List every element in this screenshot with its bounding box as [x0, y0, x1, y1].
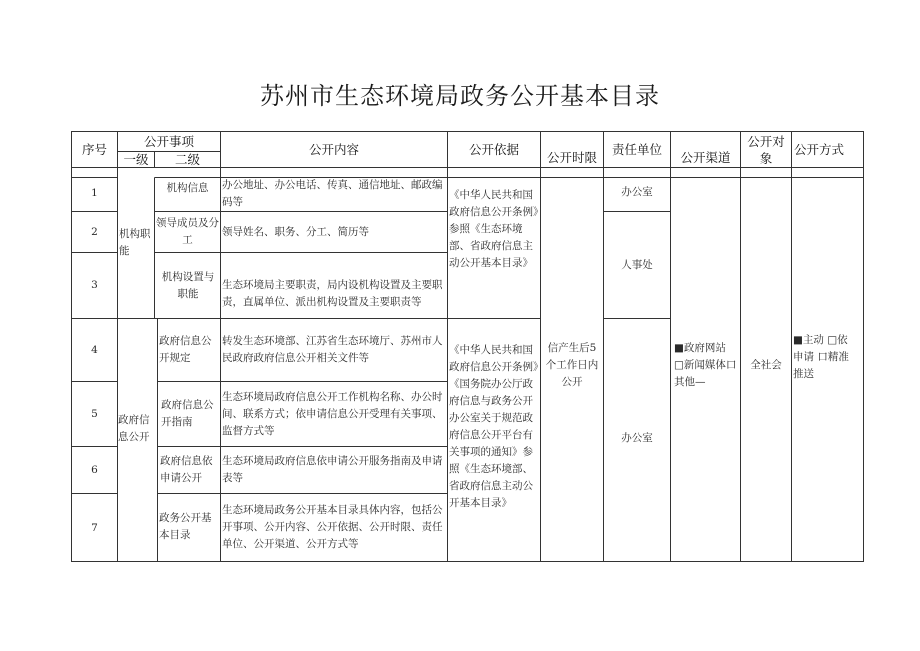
basis-org: 《中华人民共和国政府信息公开条例》参照《生态环境部、省政府信息主动公开基本目录》: [449, 189, 539, 269]
content-cell: 生态环境局政府信息依申请公开服务指南及申请表等: [222, 455, 443, 484]
level2-item: 政府信息公开规定: [159, 335, 212, 364]
row-number: 4: [91, 344, 98, 356]
level2-item: 机构设置与职能: [161, 271, 215, 300]
header-target: 公开对象: [747, 134, 785, 166]
unit-office: 办公室: [621, 186, 653, 198]
header-seq: 序号: [81, 142, 107, 157]
header-unit: 责任单位: [611, 142, 662, 157]
content-cell: 生态环境局主要职责，局内设机构设置及主要职责，直属单位、派出机构设置及主要职责等: [222, 279, 443, 308]
row-number: 1: [91, 187, 98, 199]
header-level2: 二级: [174, 152, 200, 167]
header-level1: 一级: [123, 152, 149, 167]
level2-item: 政府信息公开指南: [161, 399, 214, 428]
content-cell: 办公地址、办公电话、传真、通信地址、邮政编码等: [222, 179, 443, 208]
header-item: 公开事项: [143, 134, 194, 149]
mode-list: ■主动 □依申请 口精准推送: [793, 334, 849, 380]
level2-item: 领导成员及分工: [156, 217, 219, 246]
content-cell: 生态环境局政务公开基本目录具体内容，包括公开事项、公开内容、公开依据、公开时限、责任单位、公开渠道、公开方式等: [222, 504, 443, 550]
level1-info-disclosure: 政府信息公开: [118, 414, 150, 443]
level2-item: 政府信息依申请公开: [160, 455, 213, 484]
basis-info: 《中华人民共和国政府信息公开条例》《国务院办公厅政府信息与政务公开办公室关于规范政府信息公开平台有关事项的通知》参照《生态环境部、省政府信息主动公开基本目录》: [449, 344, 539, 509]
row-number: 7: [91, 522, 98, 534]
unit-office-2: 办公室: [621, 432, 653, 444]
row-number: 3: [91, 279, 98, 291]
content-cell: 领导姓名、职务、分工、简历等: [222, 226, 369, 238]
header-channel: 公开渠道: [680, 150, 731, 165]
channel-list: ■政府网站 □新闻媒体口其他—: [674, 342, 737, 388]
header-mode: 公开方式: [794, 142, 845, 157]
level1-org-function: 机构职能: [119, 228, 151, 257]
row-number: 5: [91, 408, 98, 420]
content-cell: 生态环境局政府信息公开工作机构名称、办公时间、联系方式；依申请信息公开受理有关事项、监督方式等: [222, 391, 443, 437]
page-title: 苏州市生态环境局政务公开基本目录: [260, 82, 660, 110]
header-content: 公开内容: [308, 142, 359, 157]
header-basis: 公开依据: [468, 142, 519, 157]
header-time: 公开时限: [546, 150, 597, 165]
row-number: 2: [91, 226, 98, 238]
time-limit: 信产生后5个工作日内公开: [545, 342, 599, 388]
unit-hr: 人事处: [621, 259, 653, 271]
target-public: 全社会: [750, 359, 782, 371]
level2-item: 政务公开基本目录: [159, 512, 212, 541]
level2-item: 机构信息: [166, 182, 209, 194]
row-number: 6: [91, 464, 98, 476]
content-cell: 转发生态环境部、江苏省生态环境厅、苏州市人民政府政府信息公开相关文件等: [222, 335, 443, 364]
